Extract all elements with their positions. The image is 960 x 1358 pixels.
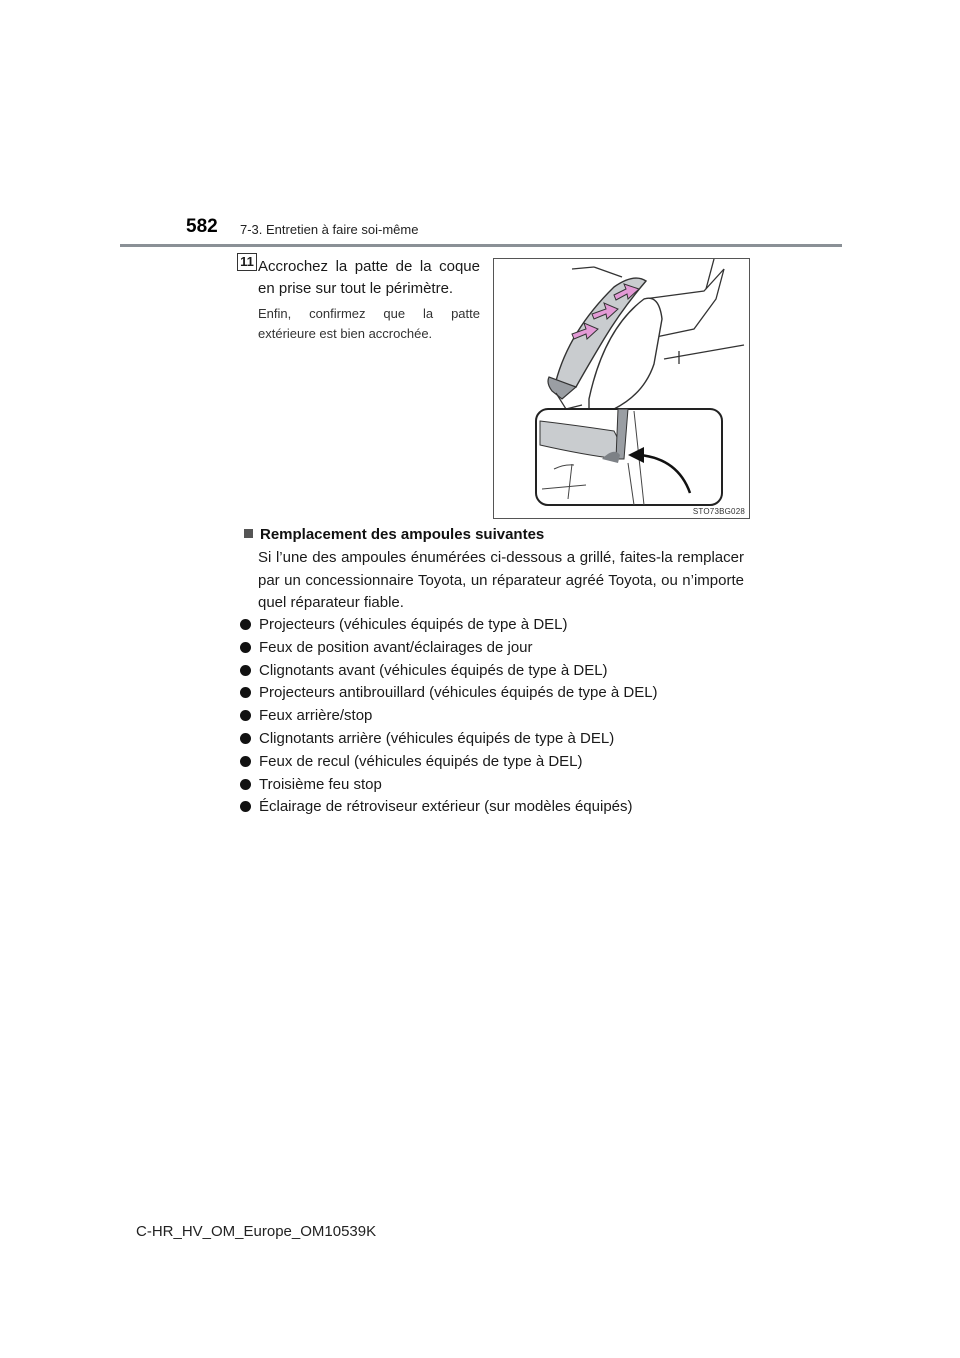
bullet-icon	[240, 710, 251, 721]
list-item: Projecteurs (véhicules équipés de type à DEL)	[240, 614, 658, 637]
body-paragraph: Si l’une des ampoules énumérées ci-dessous a grillé, faites-la remplacer par un concessionnaire Toyota, un réparateur agréé Toyota, ou n’importe quel réparateur fiable.	[258, 549, 744, 611]
mirror-illustration	[493, 258, 750, 519]
list-item: Feux de position avant/éclairages de jour	[240, 637, 658, 660]
step-number-badge: 11	[237, 253, 257, 271]
bullet-icon	[240, 642, 251, 653]
header-rule	[120, 244, 842, 247]
list-item: Clignotants avant (véhicules équipés de type à DEL)	[240, 660, 658, 683]
square-bullet-icon	[244, 529, 253, 538]
step-note: Enfin, confirmez que la patte extérieure est bien accrochée.	[258, 306, 480, 341]
bulb-list	[240, 614, 658, 819]
bullet-icon	[240, 619, 251, 630]
figure-code: STO73BG028	[692, 507, 745, 516]
list-item: Feux arrière/stop	[240, 705, 658, 728]
document-id: C-HR_HV_OM_Europe_OM10539K	[136, 1223, 377, 1240]
bullet-icon	[240, 733, 251, 744]
bullet-icon	[240, 779, 251, 790]
step-instruction: Accrochez la patte de la coque en prise sur tout le périmètre.	[258, 258, 480, 297]
list-item: Clignotants arrière (véhicules équipés de type à DEL)	[240, 728, 658, 751]
list-item: Éclairage de rétroviseur extérieur (sur modèles équipés)	[240, 796, 658, 819]
bullet-icon	[240, 801, 251, 812]
list-item: Feux de recul (véhicules équipés de type à DEL)	[240, 751, 658, 774]
section-title: 7-3. Entretien à faire soi-même	[240, 222, 419, 237]
detail-inset	[536, 409, 722, 505]
sub-heading-text: Remplacement des ampoules suivantes	[260, 526, 545, 543]
page-number: 582	[186, 216, 218, 237]
list-item: Projecteurs antibrouillard (véhicules équipés de type à DEL)	[240, 682, 658, 705]
bullet-icon	[240, 665, 251, 676]
mirror-drawing	[494, 259, 750, 519]
bullet-icon	[240, 756, 251, 767]
bullet-icon	[240, 687, 251, 698]
sub-heading	[244, 526, 544, 543]
list-item: Troisième feu stop	[240, 774, 658, 797]
